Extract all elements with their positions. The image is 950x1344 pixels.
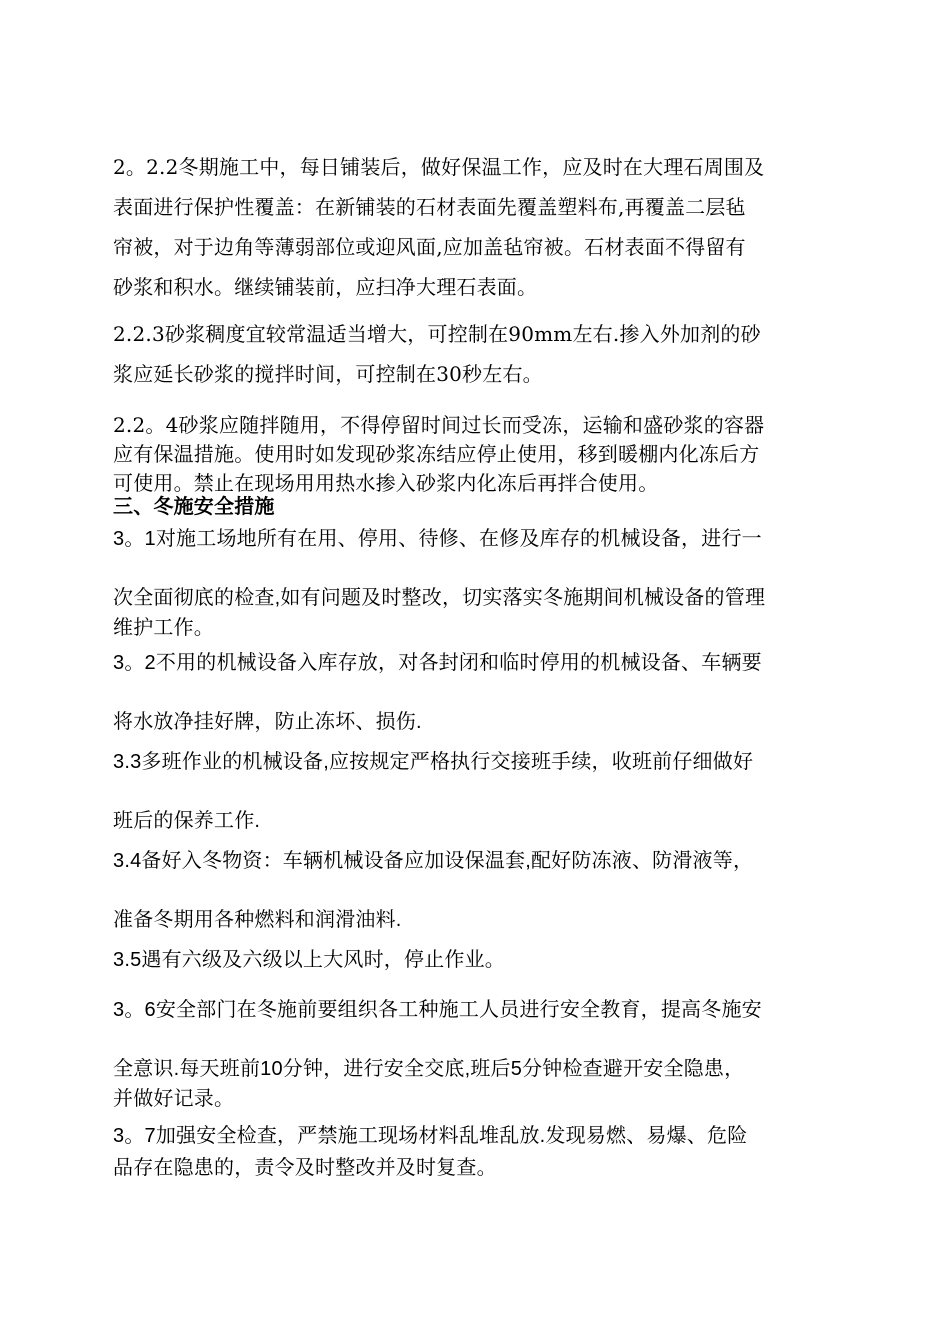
text-line: 表面进行保护性覆盖：在新铺装的石材表面先覆盖塑料布,再覆盖二层毡	[113, 195, 746, 219]
paragraph-3-4	[113, 846, 843, 935]
paragraph-3-7	[113, 1120, 843, 1184]
section-heading: 三、冬施安全措施	[113, 494, 275, 518]
text-line: 2。2.2冬期施工中，每日铺装后，做好保温工作，应及时在大理石周围及	[113, 155, 765, 179]
text-line: 3.5遇有六级及六级以上大风时，停止作业。	[113, 949, 506, 971]
text-line: 3。2不用的机械设备入库存放，对各封闭和临时停用的机械设备、车辆要	[113, 652, 762, 674]
text-line: 帘被，对于边角等薄弱部位或迎风面,应加盖毡帘被。石材表面不得留有	[113, 235, 746, 259]
text-line: 将水放净挂好牌，防止冻坏、损伤.	[113, 711, 422, 733]
text-line: 浆应延长砂浆的搅拌时间，可控制在30秒左右。	[113, 362, 543, 386]
text-line: 3。1对施工场地所有在用、停用、待修、在修及库存的机械设备，进行一	[113, 528, 762, 550]
text-line: 品存在隐患的，责令及时整改并及时复查。	[113, 1157, 497, 1179]
text-line: 3.4备好入冬物资：车辆机械设备应加设保温套,配好防冻液、防滑液等，	[113, 850, 754, 872]
paragraph-3-6	[113, 995, 843, 1114]
text-line: 并做好记录。	[113, 1088, 235, 1110]
text-line: 3.3多班作业的机械设备,应按规定严格执行交接班手续，收班前仔细做好	[113, 751, 754, 773]
text-line: 维护工作。	[113, 617, 214, 639]
text-line: 2.2。4砂浆应随拌随用，不得停留时间过长而受冻，运输和盛砂浆的容器	[113, 413, 765, 437]
text-line: 3。6安全部门在冬施前要组织各工种施工人员进行安全教育，提高冬施安	[113, 999, 762, 1021]
text-line: 准备冬期用各种燃料和润滑油料.	[113, 909, 402, 931]
paragraph-3-1	[113, 524, 843, 643]
paragraph-3-2	[113, 648, 843, 737]
text-line: 2.2.3砂浆稠度宜较常温适当增大，可控制在90mm左右.掺入外加剂的砂	[113, 322, 761, 346]
text-line: 次全面彻底的检查,如有问题及时整改，切实落实冬施期间机械设备的管理	[113, 587, 766, 609]
text-line: 可使用。禁止在现场用用热水掺入砂浆内化冻后再拌合使用。	[113, 471, 659, 495]
text-line: 3。7加强安全检查，严禁施工现场材料乱堆乱放.发现易燃、易爆、危险	[113, 1125, 748, 1147]
text-line: 砂浆和积水。继续铺装前，应扫净大理石表面。	[113, 275, 538, 299]
paragraph-2-2-3	[113, 314, 843, 394]
text-line: 全意识.每天班前10分钟，进行安全交底,班后5分钟检查避开安全隐患，	[113, 1058, 745, 1080]
paragraph-3-3	[113, 747, 843, 836]
text-line: 应有保温措施。使用时如发现砂浆冻结应停止使用，移到暖棚内化冻后方	[113, 442, 760, 466]
paragraph-2-2-4	[113, 411, 843, 498]
paragraph-2-2-2	[113, 147, 843, 307]
text-line: 班后的保养工作.	[113, 810, 261, 832]
paragraph-3-5	[113, 945, 843, 975]
